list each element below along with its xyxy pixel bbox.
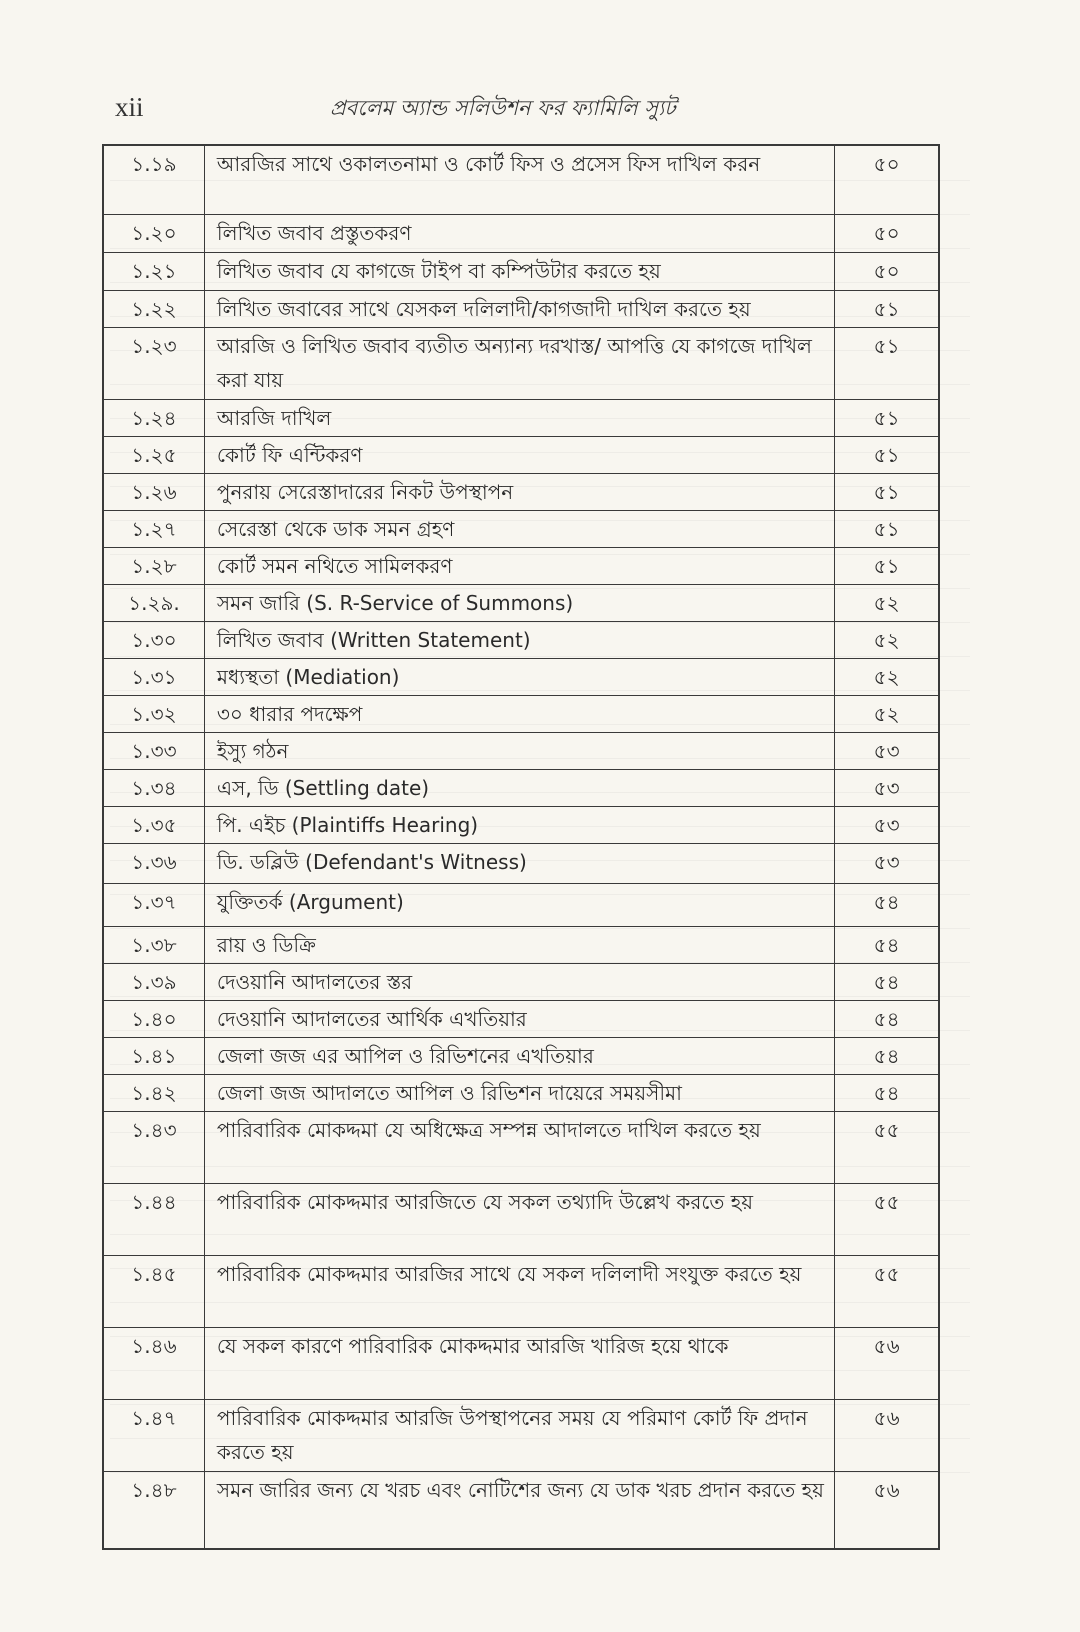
section-title-text: কোর্ট সমন নথিতে সামিলকরণ — [216, 553, 453, 578]
section-number-text: ১.৪২ — [131, 1080, 177, 1105]
section-number — [103, 621, 204, 658]
section-title-text: লিখিত জবাব (Written Statement) — [216, 627, 531, 652]
page-ref-text: ৫০ — [873, 152, 900, 176]
section-title-text: সমন জারির জন্য যে খরচ এবং নোটিশের জন্য যে ডাক খরচ প্রদান করতে হয় — [216, 1477, 824, 1502]
page-ref — [835, 290, 939, 327]
section-number — [103, 769, 204, 806]
toc-row — [103, 584, 939, 621]
page-ref — [835, 547, 939, 584]
page-ref — [835, 436, 939, 473]
page-ref — [835, 806, 939, 843]
toc-body — [103, 145, 939, 1549]
section-number — [103, 399, 204, 436]
toc-row — [103, 145, 939, 214]
section-title — [204, 214, 834, 252]
section-number-text: ১.৩৮ — [131, 932, 177, 957]
toc-row — [103, 843, 939, 883]
page-ref-text: ৫৩ — [873, 738, 900, 763]
page-ref — [835, 963, 939, 1000]
section-title — [204, 584, 834, 621]
page-ref — [835, 145, 939, 214]
toc-row — [103, 1471, 939, 1549]
toc-row — [103, 963, 939, 1000]
section-title-text: রায় ও ডিক্রি — [216, 932, 316, 957]
section-title — [204, 769, 834, 806]
section-title-text: লিখিত জবাবের সাথে যেসকল দলিলাদী/কাগজাদী দাখিল করতে হয় — [216, 296, 751, 321]
section-title — [204, 1037, 834, 1074]
section-number — [103, 806, 204, 843]
page-ref — [835, 843, 939, 883]
section-title-text: পুনরায় সেরেস্তাদারের নিকট উপস্থাপন — [216, 479, 514, 504]
toc-row — [103, 327, 939, 399]
section-title — [204, 399, 834, 436]
section-title — [204, 1000, 834, 1037]
page-number: xii — [115, 92, 144, 122]
section-title-text: জেলা জজ আদালতে আপিল ও রিভিশন দায়েরে সময়সীমা — [216, 1080, 682, 1105]
page-ref-text: ৫১ — [873, 516, 900, 541]
section-number — [103, 963, 204, 1000]
toc-row — [103, 1074, 939, 1111]
section-number-text: ১.৪৪ — [131, 1189, 177, 1214]
page-ref-text: ৫২ — [873, 590, 900, 615]
section-number — [103, 1399, 204, 1471]
page-ref-text: ৫৬ — [873, 1477, 900, 1502]
page-ref-text: ৫২ — [873, 701, 900, 726]
section-title-text: আরজি দাখিল — [216, 405, 332, 430]
page-ref — [835, 1074, 939, 1111]
section-title — [204, 658, 834, 695]
section-number-text: ১.২০ — [131, 220, 177, 245]
section-number-text: ১.৩০ — [131, 627, 177, 652]
section-title-text: লিখিত জবাব প্রস্তুতকরণ — [216, 220, 412, 245]
section-title — [204, 473, 834, 510]
section-number — [103, 252, 204, 290]
section-title — [204, 1074, 834, 1111]
toc-row — [103, 436, 939, 473]
page-ref-text: ৫২ — [873, 627, 900, 652]
page-ref — [835, 658, 939, 695]
section-title — [204, 252, 834, 290]
section-title — [204, 732, 834, 769]
section-title-text: মধ্যস্থতা (Mediation) — [216, 664, 400, 689]
section-title-text: ইস্যু গঠন — [216, 738, 289, 763]
page-ref-text: ৫৩ — [873, 775, 900, 800]
section-number-text: ১.২৮ — [131, 553, 177, 578]
section-number — [103, 658, 204, 695]
section-number — [103, 436, 204, 473]
section-title-text: যুক্তিতর্ক (Argument) — [216, 889, 404, 914]
section-number — [103, 1183, 204, 1255]
page-ref-text: ৫৪ — [873, 1080, 900, 1105]
section-title-text: এস, ডি (Settling date) — [216, 775, 430, 800]
section-title-text: পারিবারিক মোকদ্দমার আরজিতে যে সকল তথ্যাদি উল্লেখ করতে হয় — [216, 1189, 754, 1214]
section-title — [204, 510, 834, 547]
toc-row — [103, 695, 939, 732]
section-title-text: সেরেস্তা থেকে ডাক সমন গ্রহণ — [216, 516, 455, 541]
section-number — [103, 695, 204, 732]
page-ref-text: ৫৩ — [873, 812, 900, 837]
page-ref-text: ৫১ — [873, 296, 900, 321]
toc-row — [103, 1255, 939, 1327]
page-ref-text: ৫১ — [873, 333, 900, 358]
page-ref — [835, 510, 939, 547]
section-number-text: ১.৪৮ — [131, 1477, 177, 1502]
toc-row — [103, 473, 939, 510]
page-ref-text: ৫০ — [873, 220, 900, 245]
section-title — [204, 1183, 834, 1255]
page-ref-text: ৫৬ — [873, 1405, 900, 1430]
running-title: প্রবলেম অ্যান্ড সলিউশন ফর ফ্যামিলি স্যুট — [330, 96, 676, 120]
section-number — [103, 145, 204, 214]
section-title — [204, 547, 834, 584]
section-title-text: দেওয়ানি আদালতের স্তর — [216, 969, 413, 994]
section-number-text: ১.৩৩ — [131, 738, 177, 763]
section-number — [103, 290, 204, 327]
page-ref-text: ৫৪ — [873, 1006, 900, 1031]
section-title — [204, 883, 834, 926]
table-of-contents — [102, 144, 940, 1550]
section-number-text: ১.৪৬ — [131, 1333, 177, 1358]
section-number-text: ১.২৫ — [131, 442, 177, 467]
section-title-text: জেলা জজ এর আপিল ও রিভিশনের এখতিয়ার — [216, 1043, 594, 1068]
section-title-text: দেওয়ানি আদালতের আর্থিক এখতিয়ার — [216, 1006, 527, 1031]
page-ref — [835, 1399, 939, 1471]
section-title — [204, 436, 834, 473]
section-title-text: আরজির সাথে ওকালতনামা ও কোর্ট ফিস ও প্রসেস ফিস দাখিল করন — [216, 152, 761, 176]
page-ref-text: ৫৫ — [873, 1117, 900, 1142]
section-title-text: লিখিত জবাব যে কাগজে টাইপ বা কম্পিউটার করতে হয় — [216, 258, 661, 283]
section-number-text: ১.৪৩ — [131, 1117, 177, 1142]
section-title — [204, 327, 834, 399]
toc-row — [103, 883, 939, 926]
page-ref-text: ৫২ — [873, 664, 900, 689]
section-number — [103, 1074, 204, 1111]
section-number-text: ১.১৯ — [131, 152, 177, 176]
section-title — [204, 963, 834, 1000]
page-ref — [835, 1471, 939, 1549]
toc-row — [103, 1399, 939, 1471]
section-number — [103, 1000, 204, 1037]
section-number-text: ১.২৪ — [131, 405, 177, 430]
section-title — [204, 621, 834, 658]
toc-row — [103, 769, 939, 806]
page-ref-text: ৫৩ — [873, 849, 900, 874]
section-number-text: ১.২৭ — [131, 516, 177, 541]
page-ref — [835, 399, 939, 436]
section-number — [103, 214, 204, 252]
page-ref-text: ৫৪ — [873, 969, 900, 994]
page-ref — [835, 1327, 939, 1399]
section-number-text: ১.৩৯ — [131, 969, 177, 994]
page-ref-text: ৫৫ — [873, 1261, 900, 1286]
toc-row — [103, 1111, 939, 1183]
page-ref-text: ৫১ — [873, 442, 900, 467]
page-ref-text: ৫৪ — [873, 1043, 900, 1068]
page-ref-text: ৫১ — [873, 553, 900, 578]
section-number — [103, 843, 204, 883]
section-title-text: ৩০ ধারার পদক্ষেপ — [216, 701, 363, 726]
section-title — [204, 1327, 834, 1399]
page-ref — [835, 732, 939, 769]
section-title-text: আরজি ও লিখিত জবাব ব্যতীত অন্যান্য দরখাস্ত/ আপত্তি যে কাগজে দাখিল করা যায় — [216, 333, 812, 392]
section-number — [103, 1111, 204, 1183]
toc-row — [103, 1000, 939, 1037]
page-ref — [835, 1037, 939, 1074]
section-title — [204, 843, 834, 883]
section-number-text: ১.২২ — [131, 296, 177, 321]
page-ref-text: ৫৬ — [873, 1333, 900, 1358]
section-number-text: ১.৪৭ — [131, 1405, 177, 1430]
section-number-text: ১.৪৫ — [131, 1261, 177, 1286]
page-ref — [835, 695, 939, 732]
section-number — [103, 1037, 204, 1074]
section-number-text: ১.২৬ — [131, 479, 177, 504]
page-ref — [835, 769, 939, 806]
section-title-text: পারিবারিক মোকদ্দমার আরজি উপস্থাপনের সময় যে পরিমাণ কোর্ট ফি প্রদান করতে হয় — [216, 1405, 808, 1464]
section-number-text: ১.৩৪ — [131, 775, 177, 800]
toc-row — [103, 732, 939, 769]
section-number-text: ১.৪১ — [131, 1043, 177, 1068]
toc-row — [103, 510, 939, 547]
section-title-text: পারিবারিক মোকদ্দমার আরজির সাথে যে সকল দলিলাদী সংযুক্ত করতে হয় — [216, 1261, 802, 1286]
section-title — [204, 1399, 834, 1471]
page-ref — [835, 1183, 939, 1255]
section-number — [103, 584, 204, 621]
page-ref — [835, 252, 939, 290]
toc-row — [103, 547, 939, 584]
section-number — [103, 732, 204, 769]
section-number-text: ১.৩২ — [131, 701, 177, 726]
toc-row — [103, 621, 939, 658]
page-ref — [835, 1111, 939, 1183]
page-ref-text: ৫১ — [873, 479, 900, 504]
page-ref — [835, 883, 939, 926]
section-number-text: ১.২৩ — [131, 333, 177, 358]
toc-row — [103, 926, 939, 963]
toc-row — [103, 214, 939, 252]
page-ref — [835, 327, 939, 399]
toc-row — [103, 399, 939, 436]
section-number — [103, 883, 204, 926]
section-title — [204, 145, 834, 214]
page-ref-text: ৫৪ — [873, 889, 900, 914]
page-ref — [835, 214, 939, 252]
page-ref — [835, 473, 939, 510]
section-title — [204, 1471, 834, 1549]
toc-row — [103, 1327, 939, 1399]
section-title-text: পারিবারিক মোকদ্দমা যে অধিক্ষেত্র সম্পন্ন আদালতে দাখিল করতে হয় — [216, 1117, 761, 1142]
section-title-text: পি. এইচ (Plaintiffs Hearing) — [216, 812, 479, 837]
section-number — [103, 327, 204, 399]
section-title — [204, 1255, 834, 1327]
toc-row — [103, 806, 939, 843]
section-title-text: ডি. ডব্লিউ (Defendant's Witness) — [216, 849, 527, 874]
page-ref — [835, 584, 939, 621]
toc-row — [103, 1037, 939, 1074]
section-title — [204, 1111, 834, 1183]
page-ref-text: ৫৪ — [873, 932, 900, 957]
toc-row — [103, 658, 939, 695]
section-number — [103, 1255, 204, 1327]
page-ref-text: ৫১ — [873, 405, 900, 430]
page-ref — [835, 926, 939, 963]
section-number — [103, 926, 204, 963]
section-number — [103, 1327, 204, 1399]
toc-row — [103, 252, 939, 290]
section-number-text: ১.২১ — [131, 258, 177, 283]
page-ref — [835, 1255, 939, 1327]
section-number — [103, 1471, 204, 1549]
section-number-text: ১.৩৭ — [131, 889, 177, 914]
section-title-text: সমন জারি (S. R-Service of Summons) — [216, 590, 574, 615]
section-number-text: ১.৩৬ — [131, 849, 177, 874]
section-number-text: ১.৩১ — [131, 664, 177, 689]
section-title — [204, 806, 834, 843]
toc-row — [103, 1183, 939, 1255]
section-title — [204, 290, 834, 327]
section-title-text: যে সকল কারণে পারিবারিক মোকদ্দমার আরজি খারিজ হয়ে থাকে — [216, 1333, 729, 1358]
section-number-text: ১.২৯. — [128, 590, 180, 615]
page-ref — [835, 621, 939, 658]
section-number — [103, 473, 204, 510]
page-ref-text: ৫৫ — [873, 1189, 900, 1214]
section-number-text: ১.৪০ — [131, 1006, 177, 1031]
page-ref-text: ৫০ — [873, 258, 900, 283]
section-title — [204, 695, 834, 732]
section-number — [103, 547, 204, 584]
section-title-text: কোর্ট ফি এন্টিকরণ — [216, 442, 363, 467]
section-number-text: ১.৩৫ — [131, 812, 177, 837]
section-title — [204, 926, 834, 963]
toc-row — [103, 290, 939, 327]
page-ref — [835, 1000, 939, 1037]
section-number — [103, 510, 204, 547]
